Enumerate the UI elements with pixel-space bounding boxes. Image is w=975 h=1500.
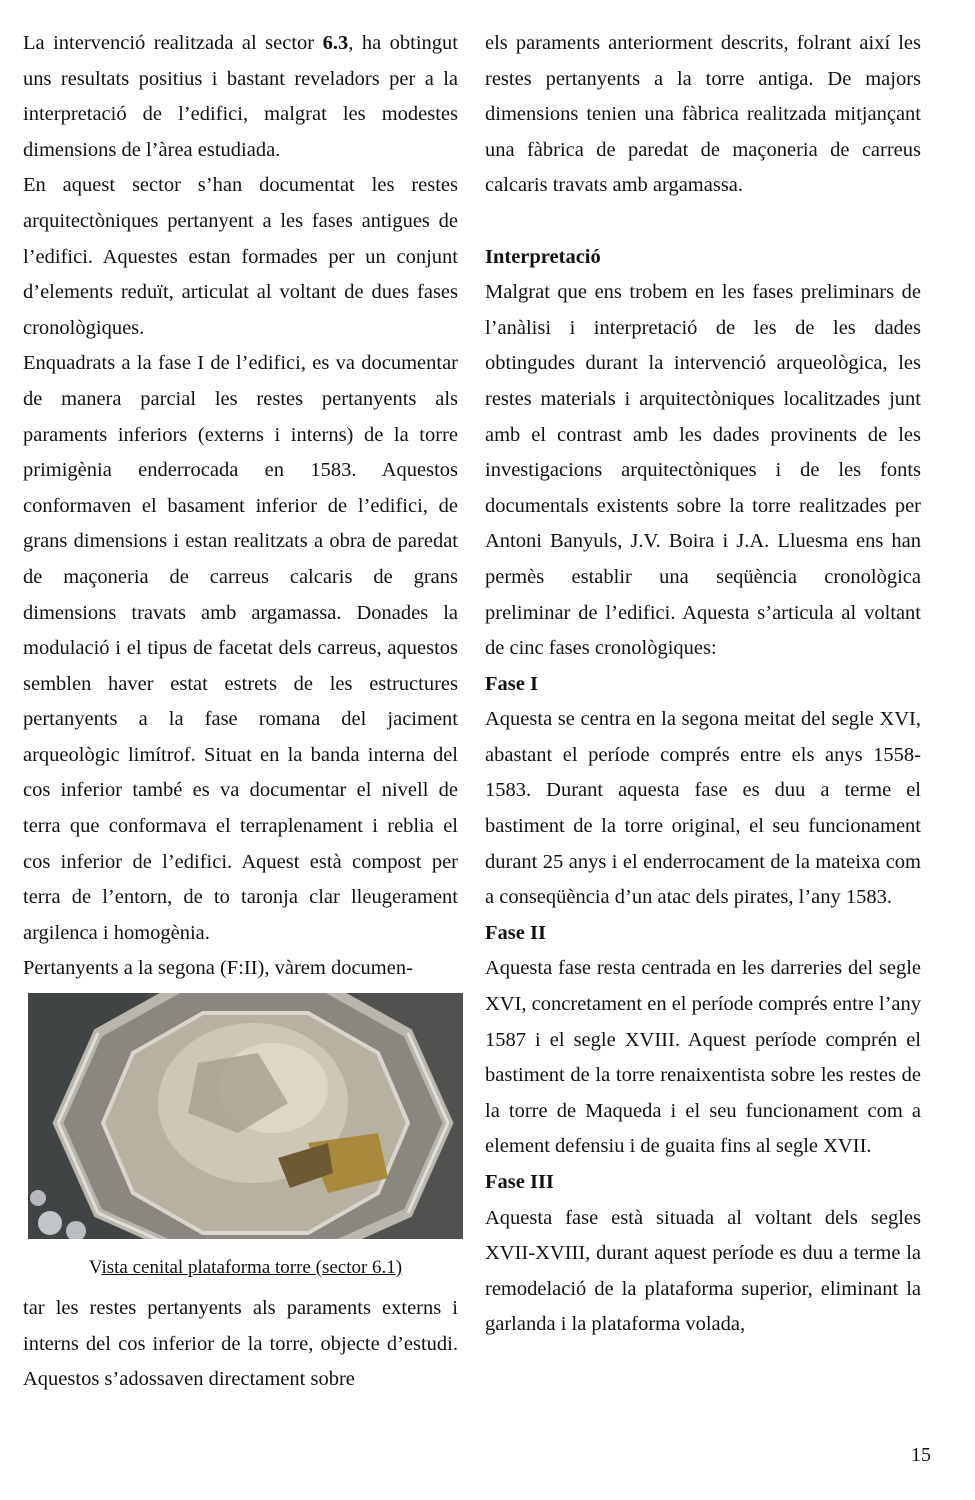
aerial-tower-photo xyxy=(28,993,463,1239)
paragraph-phase-one: Enquadrats a la fase I de l’edifici, es va documentar de manera parcial les restes pertanyents als paraments inferiors (externs i interns) de la torre primigènia enderrocada en 1583. Aquestos conformaven el basament inferior de l’edifici, de grans dimensions i estan realitzats a obra de paredat de maçoneria de carreus calcaris de grans dimensions travats amb argamassa. Donades la modulació i el tipus de facetat dels carreus, aquestos semblen haver estat estrets de les estructures pertanyents a la fase romana del jaciment arqueològic limítrof. Situat en la banda interna del cos inferior també es va documentar el nivell de terra que conformava el terraplenament i reblia el cos inferior de l’edifici. Aquest està compost per terra de l’entorn, de to taronja clar lleugerament argilenca i homogènia. xyxy=(23,352,458,944)
paragraph-fase-1: Aquesta se centra en la segona meitat del segle XVI, abastant el període comprés entre els anys 1558-1583. Durant aquesta fase es duu a terme el bastiment de la torre original, el seu funcionament durant 25 anys i el enderrocament de la mateixa com a conseqüència d’un atac dels pirates, l’any 1583. xyxy=(485,708,921,909)
paragraph-phase-two-start: Pertanyents a la segona (F:II), vàrem documen- xyxy=(23,957,413,980)
page-number: 15 xyxy=(911,1444,931,1466)
left-column xyxy=(23,26,458,1398)
paragraph-sector: En aquest sector s’han documentat les restes arquitectòniques pertanyent a les fases antigues de l’edifici. Aquestes estan formades per un conjunt d’elements reduït, articulat al voltant de dues fases cronològiques. xyxy=(23,174,458,339)
heading-fase-1: Fase I xyxy=(485,672,538,695)
figure-caption: Vista cenital plataforma torre (sector 6.1) xyxy=(88,1257,403,1279)
sector-number: 6.3 xyxy=(322,32,349,54)
paragraph-fase-3: Aquesta fase està situada al voltant dels segles XVII-XVIII, durant aquest període es duu a terme la remodelació de la plataforma superior, eliminant la garlanda i la plataforma volada, xyxy=(485,1206,921,1336)
heading-interpretacio: Interpretació xyxy=(485,245,601,268)
paragraph-phase-two-end: tar les restes pertanyents als paraments externs i interns del cos inferior de la torre, objecte d’estudi. Aquestos s’adossaven directament sobre xyxy=(23,1297,458,1391)
heading-fase-3: Fase III xyxy=(485,1171,554,1193)
figure xyxy=(28,993,463,1281)
right-column xyxy=(485,26,921,1343)
paragraph-fase-2: Aquesta fase resta centrada en les darreries del segle XVI, concretament en el període comprés entre l’any 1587 i el segle XVIII. Aquest període comprén el bastiment de la torre renaixentista sobre les restes de la torre de Maqueda i el seu funcionament com a element defensiu i de guaita fins al segle XVII. xyxy=(485,957,921,1158)
paragraph-paraments: els paraments anteriorment descrits, folrant així les restes pertanyents a la torre antiga. De majors dimensions tenien una fàbrica realitzada mitjançant una fàbrica de paredat de maçoneria de carreus calcaris travats amb argamassa. xyxy=(485,32,921,197)
spacer xyxy=(485,204,921,240)
paragraph-interpretacio: Malgrat que ens trobem en les fases preliminars de l’anàlisi i interpretació de les de les dades obtingudes durant la intervenció arqueològica, les restes materials i arquitectòniques localitzades junt amb el contrast amb les dades provinents de les investigacions arquitectòniques i de les fonts documentals existents sobre la torre realitzades per Antoni Banyuls, J.V. Boira i J.A. Lluesma ens han permès establir una seqüència cronològica preliminar de l’edifici. Aquesta s’articula al voltant de cinc fases cronològiques: xyxy=(485,281,921,660)
paragraph-intro: La intervenció realitzada al sector 6.3, ha obtingut uns resultats positius i bastant reveladors per a la interpretació de l’edifici, malgrat les modestes dimensions de l’àrea estudiada. xyxy=(23,32,458,161)
tower-platform-illustration xyxy=(28,993,463,1239)
heading-fase-2: Fase II xyxy=(485,921,546,944)
